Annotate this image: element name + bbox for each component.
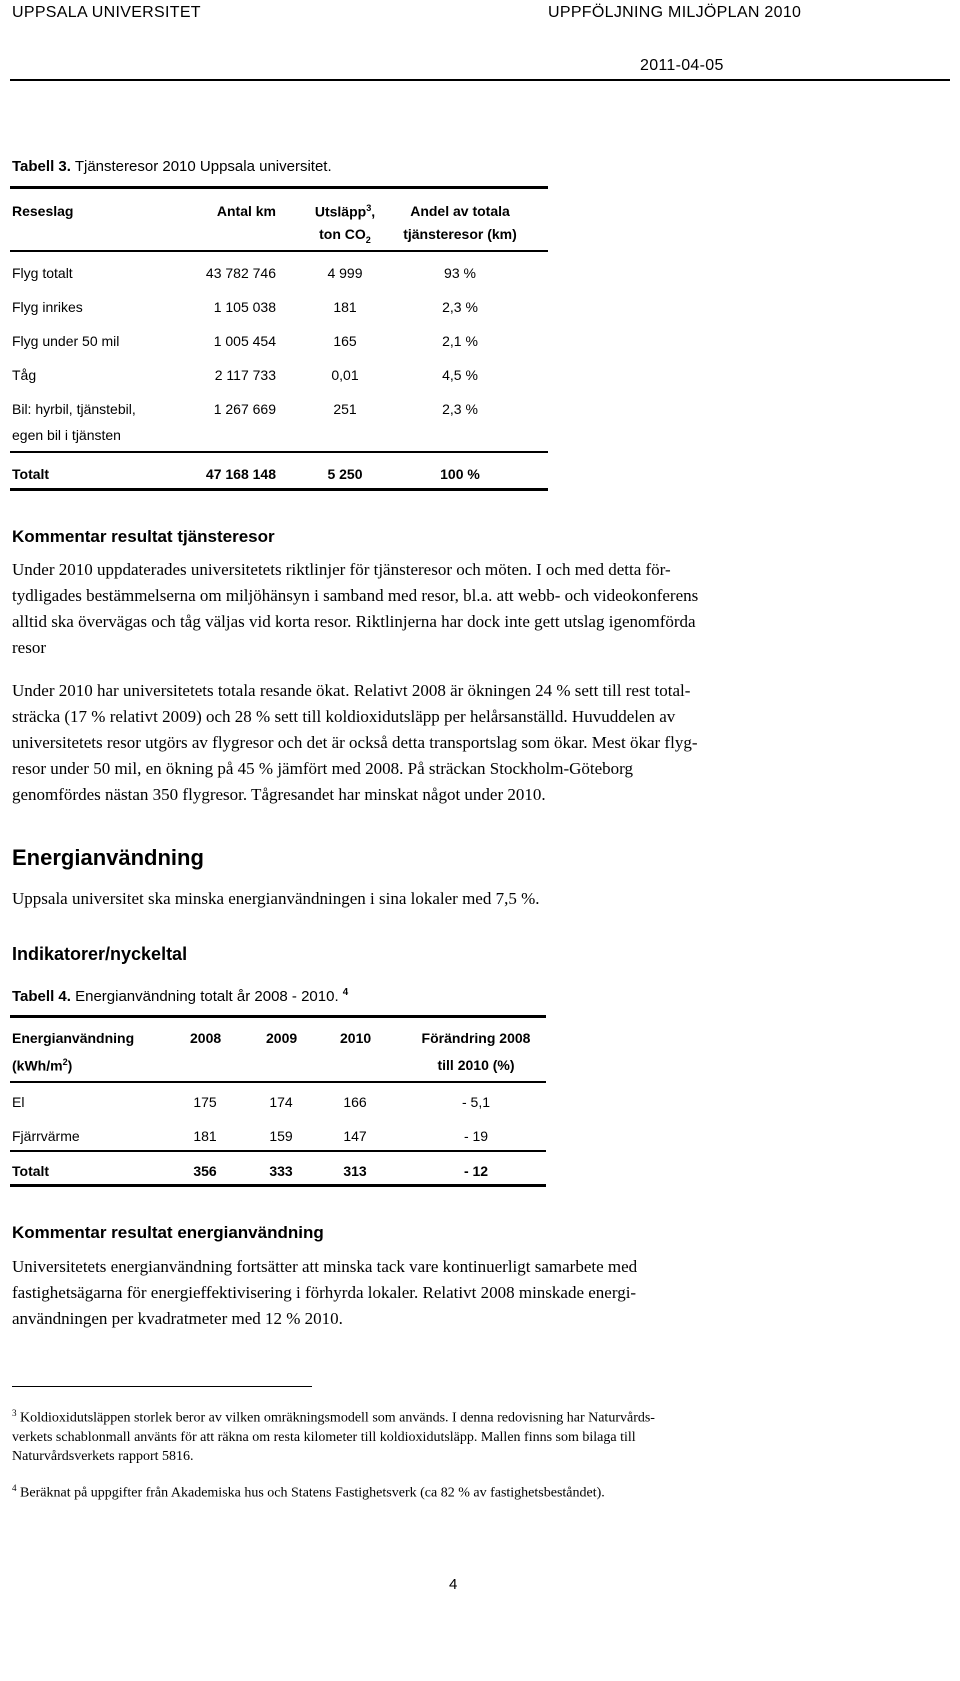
header-date: 2011-04-05 (640, 57, 724, 74)
table4-total-label: Totalt (12, 1163, 50, 1179)
comment-energy-heading: Kommentar resultat energianvändning (12, 1223, 324, 1242)
table3-cell-type: Flyg inrikes (12, 299, 83, 315)
table4-header-rule (10, 1081, 546, 1083)
table4-cell-change: - 19 (463, 1128, 489, 1144)
table4-cell-2010: 147 (343, 1128, 367, 1144)
table3-header-rule (10, 250, 548, 252)
table4-top-rule (10, 1015, 546, 1018)
table3-cell-km: 1 105 038 (213, 299, 276, 315)
table3-header-share: Andel av totala (410, 203, 510, 219)
table3-total-km: 47 168 148 (205, 466, 276, 482)
table3-body-rule (10, 451, 548, 453)
table3-header-share-unit: tjänsteresor (km) (403, 226, 517, 242)
table4-header-2009: 2009 (266, 1030, 298, 1046)
footnote-4-number: 4 (12, 1483, 17, 1493)
table4-cell-2010: 166 (343, 1094, 367, 1110)
table3-caption-label: Tabell 3. (12, 158, 71, 175)
table3-cell-share: 4,5 % (442, 367, 478, 383)
table4-body-rule (10, 1150, 546, 1152)
table3-caption (12, 158, 332, 175)
table3-caption-text: Tjänsteresor 2010 Uppsala universitet. (74, 158, 332, 175)
table4-cell-label: El (12, 1094, 25, 1110)
table3-total-share: 100 % (440, 466, 480, 482)
table3-total-label: Totalt (12, 466, 50, 482)
footnote-3-number: 3 (12, 1408, 17, 1418)
table3-cell-share: 93 % (444, 265, 476, 281)
header-divider (10, 79, 950, 81)
energy-heading: Energianvändning (12, 845, 204, 870)
table3-cell-km: 1 005 454 (213, 333, 276, 349)
table3-cell-emission: 165 (333, 333, 357, 349)
table4-total-2009: 333 (269, 1163, 293, 1179)
table3-header-type: Reseslag (12, 203, 74, 219)
comment-travel-paragraph-2: Under 2010 har universitetets totala resande ökat. Relativt 2008 är ökningen 24 % sett till rest total- sträcka (17 % relativt 2009) och 28 % sett till koldioxidutsläpp per helårsanställd. Huvuddelen av universitetets resor utgörs av flygresor och det är också detta transportslag som ökar. Mest ökar flyg- resor under 50 mil, en ökning på 45 % jämfört med 2008. På sträckan Stockholm-Göteborg genomfördes nästan 350 flygresor. Tågresandet har minskat något under 2010. (12, 681, 698, 804)
table3-cell-km: 2 117 733 (214, 367, 276, 383)
table3-top-rule (10, 186, 548, 189)
table3-cell-share: 2,3 % (442, 299, 478, 315)
table3-cell-type: Flyg totalt (12, 265, 73, 281)
table3-cell-type: Flyg under 50 mil (12, 333, 120, 349)
table4-caption (12, 987, 348, 1005)
comment-energy-paragraph: Universitetets energianvändning fortsätter att minska tack vare kontinuerligt samarbete med fastighetsägarna för energieffektivisering i förhyrda lokaler. Relativt 2008 minskade energi- användningen per kvadratmeter med 12 % 2010. (12, 1257, 638, 1328)
table3-header-km: Antal km (216, 203, 276, 219)
table3-cell-emission: 181 (333, 299, 357, 315)
table3-cell-type: Tåg (12, 367, 37, 383)
table4-cell-2009: 159 (269, 1128, 293, 1144)
table4-bottom-rule (10, 1184, 546, 1187)
table4-caption-text: Energianvändning totalt år 2008 - 2010. (75, 988, 339, 1005)
table3-cell-emission: 4 999 (327, 265, 363, 281)
table4-cell-2008: 175 (193, 1094, 217, 1110)
table4-header-unit: $(kWh/m^2)$ (12, 1057, 73, 1074)
table4-header-change: Förändring 2008 (421, 1030, 531, 1046)
table4-total-change: - 12 (463, 1163, 489, 1179)
table3-cell-km: 1 267 669 (213, 401, 276, 417)
comment-travel-heading: Kommentar resultat tjänsteresor (12, 527, 275, 546)
table4-cell-label: Fjärrvärme (12, 1128, 80, 1144)
table4-cell-2008: 181 (193, 1128, 217, 1144)
table4-caption-label: Tabell 4. (12, 988, 71, 1005)
table4-header-2008: 2008 (190, 1030, 222, 1046)
table4-header-label: Energianvändning (12, 1030, 135, 1046)
table4-header-change-line2: till 2010 (%) (437, 1057, 515, 1073)
table3-bottom-rule (10, 488, 548, 491)
table4-caption-footnote-ref: 4 (342, 987, 349, 998)
header-left: UPPSALA UNIVERSITET (12, 4, 201, 21)
table3-cell-share: 2,1 % (442, 333, 478, 349)
table3-header-emission: Utsläpp$^3$, (314, 203, 376, 220)
table3-cell-emission: 0,01 (331, 367, 359, 383)
indicators-heading: Indikatorer/nyckeltal (12, 944, 188, 964)
table4-header-2010: 2010 (340, 1030, 372, 1046)
header-right: UPPFÖLJNING MILJÖPLAN 2010 (548, 4, 802, 21)
table3-total-emission: 5 250 (327, 466, 363, 482)
table4-total-2010: 313 (343, 1163, 367, 1179)
table4-total-2008: 356 (193, 1163, 217, 1179)
table3-cell-type-line2: egen bil i tjänsten (12, 427, 121, 443)
footnote-4: $^4$ Beräknat på uppgifter från Akademiska hus och Statens Fastighetsverk (ca 82 % av fastighetsbeståndet). (12, 1483, 605, 1501)
table3-cell-type: Bil: hyrbil, tjänstebil, (12, 401, 136, 417)
table3-cell-km: 43 782 746 (205, 265, 276, 281)
comment-travel-paragraph-1: Under 2010 uppdaterades universitetets riktlinjer för tjänsteresor och möten. I och med detta för- tydligades bestämmelserna om miljöhänsyn i samband med resor, bl.a. att webb- och videokonferens alltid ska övervägas och tåg väljas vid korta resor. Riktlinjerna har dock inte gett utslag igenomförda resor (12, 560, 699, 657)
table3-cell-emission: 251 (333, 401, 357, 417)
footnote-separator (12, 1386, 312, 1387)
energy-goal: Uppsala universitet ska minska energianvändningen i sina lokaler med 7,5 %. (12, 889, 540, 908)
table4-cell-change: - 5,1 (461, 1094, 490, 1110)
table4-cell-2009: 174 (269, 1094, 293, 1110)
table3-header-emission-unit: ton $CO_2$ (319, 226, 371, 245)
footnote-3: $^3$ Koldioxidutsläppen storlek beror av vilken omräkningsmodell som används. I denna redovisning har Naturvårds- verkets schablonmall använts för att räkna om resta kilometer till koldioxidutsläpp. Mallen finns som bilaga till Naturvårdsverkets rapport 5816. (12, 1408, 655, 1464)
table3-cell-share: 2,3 % (442, 401, 478, 417)
page-number: 4 (449, 1576, 458, 1593)
